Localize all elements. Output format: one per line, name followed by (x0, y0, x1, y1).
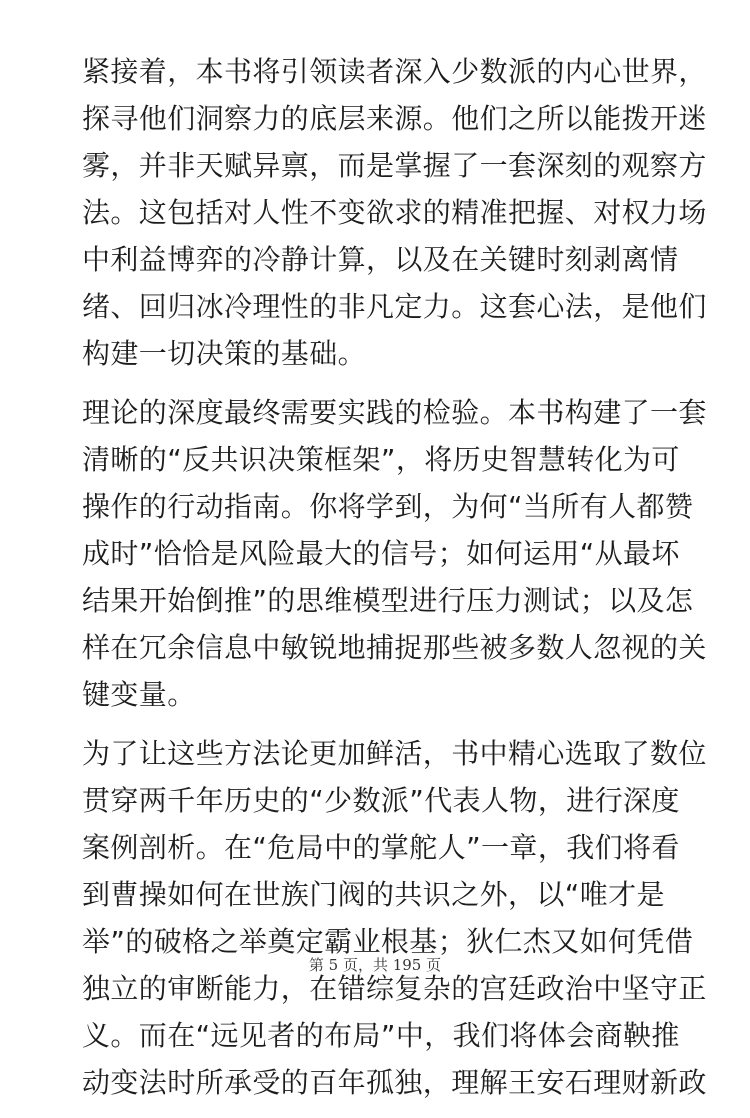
text-line: 成时”恰恰是风险最大的信号；如何运用“从最坏 (82, 537, 680, 570)
text-line: 义。而在“远见者的布局”中，我们将体会商鞅推 (82, 1019, 680, 1052)
text-line: 操作的行动指南。你将学到，为何“当所有人都赞 (82, 490, 694, 523)
text-line: 结果开始倒推”的思维模型进行压力测试；以及怎 (82, 584, 694, 617)
text-line: 雾，并非天赋异禀，而是掌握了一套深刻的观察方 (82, 149, 707, 182)
page-number-footer: 第 5 页，共 195 页 (308, 956, 442, 974)
text-line: 理论的深度最终需要实践的检验。本书构建了一套 (82, 396, 707, 429)
text-line: 举”的破格之举奠定霸业根基；狄仁杰又如何凭借 (82, 925, 694, 958)
text-line: 清晰的“反共识决策框架”，将历史智慧转化为可 (82, 443, 680, 476)
text-line: 键变量。 (82, 678, 196, 711)
text-line: 为了让这些方法论更加鲜活，书中精心选取了数位 (82, 737, 707, 770)
text-line: 绪、回归冰冷理性的非凡定力。这套心法，是他们 (82, 290, 707, 323)
text-line: 动变法时所承受的百年孤独，理解王安石理财新政 (82, 1066, 707, 1099)
text-line: 样在冗余信息中敏锐地捕捉那些被多数人忽视的关 (82, 631, 707, 664)
paragraph-2 (82, 389, 707, 718)
text-line: 到曹操如何在世族门阀的共识之外，以“唯才是 (82, 878, 665, 911)
text-line: 案例剖析。在“危局中的掌舵人”一章，我们将看 (82, 831, 680, 864)
text-line: 探寻他们洞察力的底层来源。他们之所以能拨开迷 (82, 102, 707, 135)
text-line: 独立的审断能力，在错综复杂的宫廷政治中坚守正 (82, 972, 707, 1005)
paragraph-3 (82, 730, 707, 1106)
text-line: 贯穿两千年历史的“少数派”代表人物，进行深度 (82, 784, 680, 817)
text-line: 法。这包括对人性不变欲求的精准把握、对权力场 (82, 196, 707, 229)
text-line: 构建一切决策的基础。 (82, 337, 367, 370)
text-line: 中利益博弈的冷静计算，以及在关键时刻剥离情 (82, 243, 679, 276)
paragraph-1 (82, 48, 707, 377)
text-line: 紧接着，本书将引领读者深入少数派的内心世界， (82, 55, 707, 88)
